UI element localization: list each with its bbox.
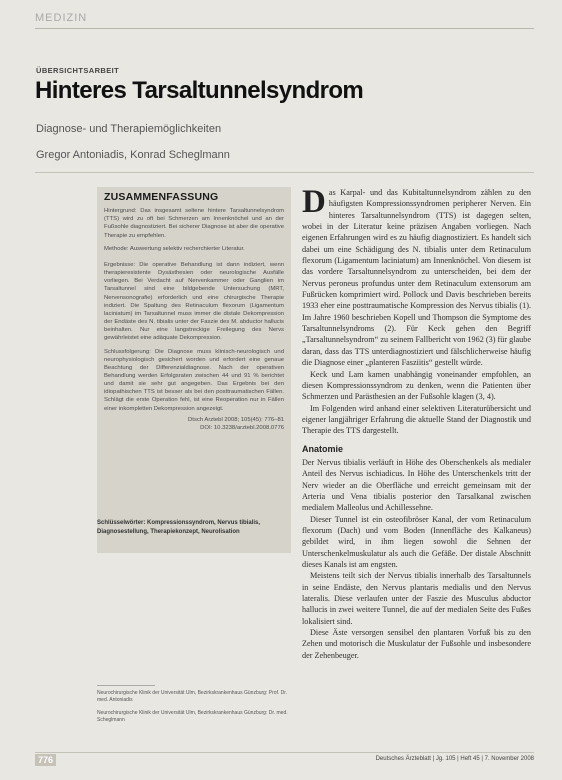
footnote-rule — [97, 685, 155, 686]
body-paragraph: Dieser Tunnel ist ein osteofibröser Kanal, der vom Retinaculum flexorum (Dach) und vom Boden (Innenfläche des Kalkaneus) gebildet wird, in ihm liegen sowohl die Sehnen der Unterschenkelmuskulatur als auch die Gefäße. Der distale Abschnitt dieses Kanals ist am engsten. — [302, 514, 531, 569]
body-paragraph-intro: as Karpal- und das Kubitaltunnelsyndrom zählen zu den häufigsten Kompressionssyndromen peripherer Nerven. Ein hinteres Tarsaltunnelsyndrom (TTS) ist dagegen selten, wobei in der Literatur keine präzisen Angaben vorliegen. Nach eigenen Erfahrungen wird es zu häufig diagnostiziert. Es handelt sich dabei um eine Schädigung des N. tibialis unter dem Retinaculum flexorum (Ligamentum laciniatum) am Innenknöchel. Von diesem ist das vordere Tarsaltunnelsyndrom zu unterscheiden, bei dem der Nervus peroneus profundus unter dem Retinaculum extensorum am Fußrücken komprimiert wird. Pollock und Davis beschrieben bereits 1933 eher eine posttraumatische Kompression des Nervus tibialis (1). Im Jahre 1960 beschrieben Kopell und Thompson die Symptome des Tarsaltunnelsyndroms (2). Für Keck gehen den Begriff „Tarsaltunnelsyndrom“ zu seinem Fallbericht von 1962 (3) für glaube daran, dass das TTS unterdiagnostiziert und fälschlicherweise häufig die Diagnose einer „planteren Fasziitis“ gestellt würde. — [302, 188, 531, 368]
citation-journal: Dtsch Arztebl 2008; 105(45): 776–81 — [188, 416, 284, 423]
article-title: Hinteres Tarsaltunnelsyndrom — [35, 77, 364, 104]
article-authors: Gregor Antoniadis, Konrad Scheglmann — [36, 149, 230, 161]
keywords: Schlüsselwörter: Kompressionssyndrom, Nervus tibialis, Diagnosestellung, Therapiekonzept, Neurolisation — [97, 520, 261, 535]
summary-box — [97, 187, 291, 553]
footnote-author-2: Neurochirurgische Klinik der Universität Ulm, Bezirkskrankenhaus Günzburg: Dr. med. Scheglmann — [97, 710, 288, 723]
article-subtitle: Diagnose- und Therapiemöglichkeiten — [36, 123, 222, 135]
summary-background: Hintergrund: Das insgesamt seltene hintere Tarsaltunnelsyndrom (TTS) wird zu oft bei Schmerzen am Innenknöchel und an der Fußsohle diagnostiziert. Bei sicherer Diagnose ist aber die operative Therapie zu empfehlen. — [104, 208, 284, 239]
summary-conclusion: Schlussfolgerung: Die Diagnose muss klinisch-neurologisch und neurophysiologisch gesichert worden und erfordert eine genaue Beachtung der Differenzialdiagnose. Nach der operativen Behandlung werden Erfolgsraten zwischen 44 und 91 % berichtet und damit sie sehr gut angegeben. Das Ergebnis bei den idiopathischen TTS ist besser als bei den posttraumatischen Fällen. Schlägt die erste Operation fehl, ist eine Reoperation nur in Fällen einer inkompletten Dekompression angezeigt. — [104, 348, 284, 412]
header-rule — [35, 172, 534, 173]
bottom-rule — [35, 752, 534, 753]
body-paragraph: Meistens teilt sich der Nervus tibialis innerhalb des Tarsaltunnels in seine Endäste, den Nervus plantaris medialis und den Nervus lateralis. Diese verlaufen unter der Faszie des Musculus abductor hallucis in zwei weitere Tunnel, die auf der medialen Seite des Fußes lokalisiert sind. — [302, 571, 531, 626]
body-paragraph: Keck und Lam kamen unabhängig voneinander empfohlen, an diesen Kompressionssyndrom zu denken, wenn die Patienten über Schmerzen und Parästhesien an der Fußsohle klagen (3, 4). — [302, 369, 531, 402]
body-paragraph: Diese Äste versorgen sensibel den plantaren Vorfuß bis zu den Zehen und motorisch die Muskulatur der Fußsohle und insbesondere der Zehenbeuger. — [302, 628, 531, 660]
journal-reference: Deutsches Ärzteblatt | Jg. 105 | Heft 45 | 7. November 2008 — [375, 756, 534, 762]
body-paragraph: Der Nervus tibialis verläuft in Höhe des Oberschenkels als medialer Anteil des Nervus ischiadicus. In Höhe des Unterschenkels tritt der Nerv wieder an die Oberfläche und erreicht gemeinsam mit der Arteria und Vena tibialis posterior den Tarsalkanal zwischen medialem Malleolus und Achillessehne. — [302, 457, 531, 513]
summary-results: Ergebnisse: Die operative Behandlung ist dann indiziert, wenn therapieresistente Dysästhesien oder neurologische Ausfälle vorliegen. Bei Verdacht auf Nervenkammer oder Ganglien im Tarsaltunnel sind eine bildgebende Untersuchung (MRT, Nervensonografie) erforderlich und eine chirurgische Therapie indiziert. Die Spaltung des Retinaculum flexorum (Ligamentum laciniatum) im Tarsaltunnel muss immer die distale Dekompression der Endäste des N. tibialis unter der Faszie des M. abductor hallucis beinhalten. Nur eine langstreckige Freilegung des Nervs gewährleistet eine adäquate Dekompression. — [104, 261, 284, 342]
citation-doi: DOI: 10.3238/arztebl.2008.0776 — [200, 424, 284, 431]
body-column — [302, 184, 531, 661]
drop-cap: D — [302, 184, 326, 220]
footnote-author-1: Neurochirurgische Klinik der Universität Ulm, Bezirkskrankenhaus Günzburg: Prof. Dr. med. Antoniadis — [97, 690, 288, 703]
section-heading-anatomy: Anatomie — [302, 443, 344, 454]
top-rule — [35, 28, 534, 29]
page-number: 776 — [35, 754, 56, 766]
summary-method: Methode: Auswertung selektiv recherchierter Literatur. — [104, 245, 245, 252]
citation — [104, 416, 284, 432]
article-kicker: ÜBERSICHTSARBEIT — [36, 66, 120, 75]
body-paragraph: Im Folgenden wird anhand einer selektiven Literaturübersicht und eigener langjähriger Erfahrung die aktuelle Stand der Diagnostik und Therapie des TTS dargestellt. — [302, 403, 531, 436]
section-tag: MEDIZIN — [35, 12, 88, 24]
summary-heading: ZUSAMMENFASSUNG — [104, 191, 219, 203]
